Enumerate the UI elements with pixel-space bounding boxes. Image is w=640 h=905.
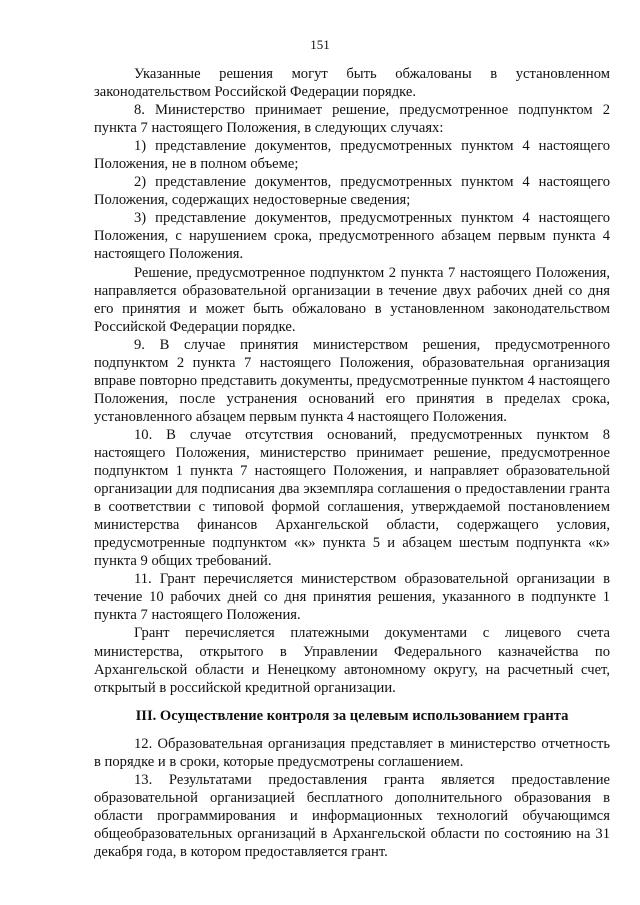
paragraph-payment-documents: Грант перечисляется платежными документами с лицевого счета министерства, открытого в Управлении Федерального казначейства по Архангельской области и Ненецкому автономному округу, на расчетный счет, открытый в российской кредитной организации.: [94, 625, 610, 696]
paragraph-appeal-note: Указанные решения могут быть обжалованы в установленном законодательством Российской Федерации порядке.: [94, 66, 610, 101]
page-number: 151: [310, 37, 330, 52]
paragraph-clause-10: 10. В случае отсутствия оснований, предусмотренных пунктом 8 настоящего Положения, министерство принимает решение, предусмотренное подпунктом 1 пункта 7 настоящего Положения, и направляет образовательной организации для подписания два экземпляра соглашения о предоставлении гранта в соответствии с типовой формой соглашения, утверждаемой постановлением министерства финансов Архангельской области, содержащего условия, предусмотренные подпунктом «к» пункта 5 и абзацем шестым подпункта «к» пункта 9 общих требований.: [94, 426, 610, 570]
list-item-incomplete-documents: 1) представление документов, предусмотренных пунктом 4 настоящего Положения, не в полном объеме;: [94, 138, 610, 173]
section-heading: III. Осуществление контроля за целевым использованием гранта: [135, 707, 569, 724]
paragraph-decision-notice: Решение, предусмотренное подпунктом 2 пункта 7 настоящего Положения, направляется образовательной организации в течение двух рабочих дней со дня его принятия и может быть обжаловано в установленном законодательством Российской Федерации порядке.: [94, 264, 610, 335]
paragraph-clause-9: 9. В случае принятия министерством решения, предусмотренного подпунктом 2 пункта 7 настоящего Положения, образовательная организация вправе повторно представить документы, предусмотренные пунктом 4 настоящего Положения, после устранения оснований его принятия в пределах срока, установленного абзацем первым пункта 4 настоящего Положения.: [94, 336, 610, 425]
paragraph-clause-11: 11. Грант перечисляется министерством образовательной организации в течение 10 рабочих дней со дня принятия решения, указанного в подпункте 1 пункта 7 настоящего Положения.: [94, 571, 610, 624]
paragraph-clause-13: 13. Результатами предоставления гранта является предоставление образовательной организацией бесплатного дополнительного образования в области программирования и информационных технологий обучающимся общеобразовательных организаций в Архангельской области по состоянию на 31 декабря года, в котором предоставляется грант.: [94, 771, 610, 860]
paragraph-clause-8: 8. Министерство принимает решение, предусмотренное подпунктом 2 пункта 7 настоящего Положения, в следующих случаях:: [94, 102, 610, 137]
list-item-late-submission: 3) представление документов, предусмотренных пунктом 4 настоящего Положения, с нарушением срока, предусмотренного абзацем первым пункта 4 настоящего Положения.: [94, 210, 610, 263]
document-body: [94, 65, 610, 861]
list-item-false-information: 2) представление документов, предусмотренных пунктом 4 настоящего Положения, содержащих недостоверные сведения;: [94, 174, 610, 209]
paragraph-clause-12: 12. Образовательная организация представляет в министерство отчетность в порядке и в сроки, которые предусмотрены соглашением.: [94, 735, 610, 770]
